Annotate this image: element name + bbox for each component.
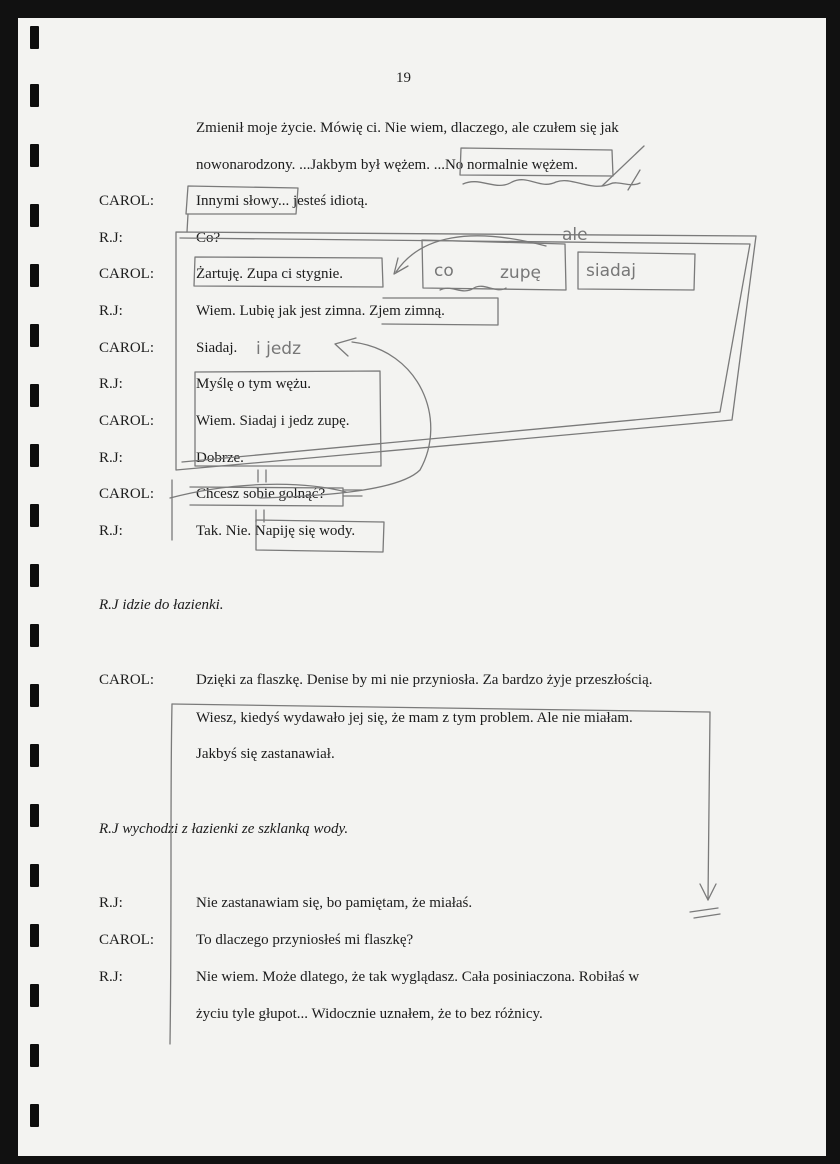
handwritten-note: co (434, 261, 454, 281)
speaker-name: CAROL: (99, 932, 155, 948)
handwritten-note: zupę (500, 263, 541, 283)
dialogue-text: Zmienił moje życie. Mówię ci. Nie wiem, dlaczego, ale czułem się jak (196, 120, 619, 136)
binding-hole (30, 744, 39, 767)
speaker-name: CAROL: (99, 413, 155, 429)
binding-hole (30, 504, 39, 527)
binding-hole (30, 684, 39, 707)
speaker-name: CAROL: (99, 672, 155, 688)
binding-hole (30, 384, 39, 407)
handwritten-note: i jedz (256, 339, 302, 359)
binding-hole (30, 264, 39, 287)
dialogue-text: Chcesz sobie golnąć? (196, 486, 326, 502)
binding-hole (30, 144, 39, 167)
binding-hole (30, 984, 39, 1007)
speaker-name: R.J: (99, 303, 123, 319)
dialogue-text: Żartuję. Zupa ci stygnie. (196, 266, 344, 282)
speaker-name: R.J: (99, 230, 123, 246)
dialogue-text: Myślę o tym wężu. (196, 376, 311, 392)
binding-hole (30, 84, 39, 107)
dialogue-text: Siadaj. (196, 340, 238, 356)
dialogue-text: Wiem. Siadaj i jedz zupę. (196, 413, 350, 429)
handwritten-note: ale (562, 225, 588, 245)
binding-hole (30, 26, 39, 49)
speaker-name: R.J: (99, 895, 123, 911)
dialogue-text: Nie zastanawiam się, bo pamiętam, że miałaś. (196, 895, 473, 911)
speaker-name: R.J: (99, 376, 123, 392)
dialogue-text: Wiesz, kiedyś wydawało jej się, że mam z tym problem. Ale nie miałam. (196, 710, 633, 726)
dialogue-text: Innymi słowy... jesteś idiotą. (196, 193, 368, 209)
spiral-binding (30, 26, 40, 1156)
binding-hole (30, 804, 39, 827)
handwritten-note: siadaj (586, 261, 636, 281)
dialogue-text: Co? (196, 230, 221, 246)
dialogue-text: nowonarodzony. ...Jakbym był wężem. ...No normalnie wężem. (196, 157, 578, 173)
binding-hole (30, 204, 39, 227)
dialogue-text: Dobrze. (196, 450, 244, 466)
speaker-name: R.J: (99, 523, 123, 539)
binding-hole (30, 924, 39, 947)
binding-hole (30, 324, 39, 347)
speaker-name: CAROL: (99, 486, 155, 502)
dialogue-text: To dlaczego przyniosłeś mi flaszkę? (196, 932, 414, 948)
dialogue-text: Tak. Nie. Napiję się wody. (196, 523, 356, 539)
binding-hole (30, 564, 39, 587)
binding-hole (30, 624, 39, 647)
dialogue-text: Wiem. Lubię jak jest zimna. Zjem zimną. (196, 303, 445, 319)
binding-hole (30, 1044, 39, 1067)
dialogue-text: Nie wiem. Może dlatego, że tak wyglądasz. Cała posiniaczona. Robiłaś w (196, 969, 640, 985)
binding-hole (30, 444, 39, 467)
speaker-name: CAROL: (99, 193, 155, 209)
stage-direction: R.J wychodzi z łazienki ze szklanką wody. (99, 821, 349, 837)
dialogue-text: Jakbyś się zastanawiał. (196, 746, 335, 762)
binding-hole (30, 1104, 39, 1127)
speaker-name: CAROL: (99, 266, 155, 282)
stage-direction: R.J idzie do łazienki. (99, 597, 224, 613)
page-number: 19 (396, 70, 411, 86)
speaker-name: CAROL: (99, 340, 155, 356)
binding-hole (30, 864, 39, 887)
dialogue-text: Dzięki za flaszkę. Denise by mi nie przyniosła. Za bardzo żyje przeszłością. (196, 672, 653, 688)
dialogue-text: życiu tyle głupot... Widocznie uznałem, że to bez różnicy. (196, 1006, 543, 1022)
speaker-name: R.J: (99, 450, 123, 466)
speaker-name: R.J: (99, 969, 123, 985)
